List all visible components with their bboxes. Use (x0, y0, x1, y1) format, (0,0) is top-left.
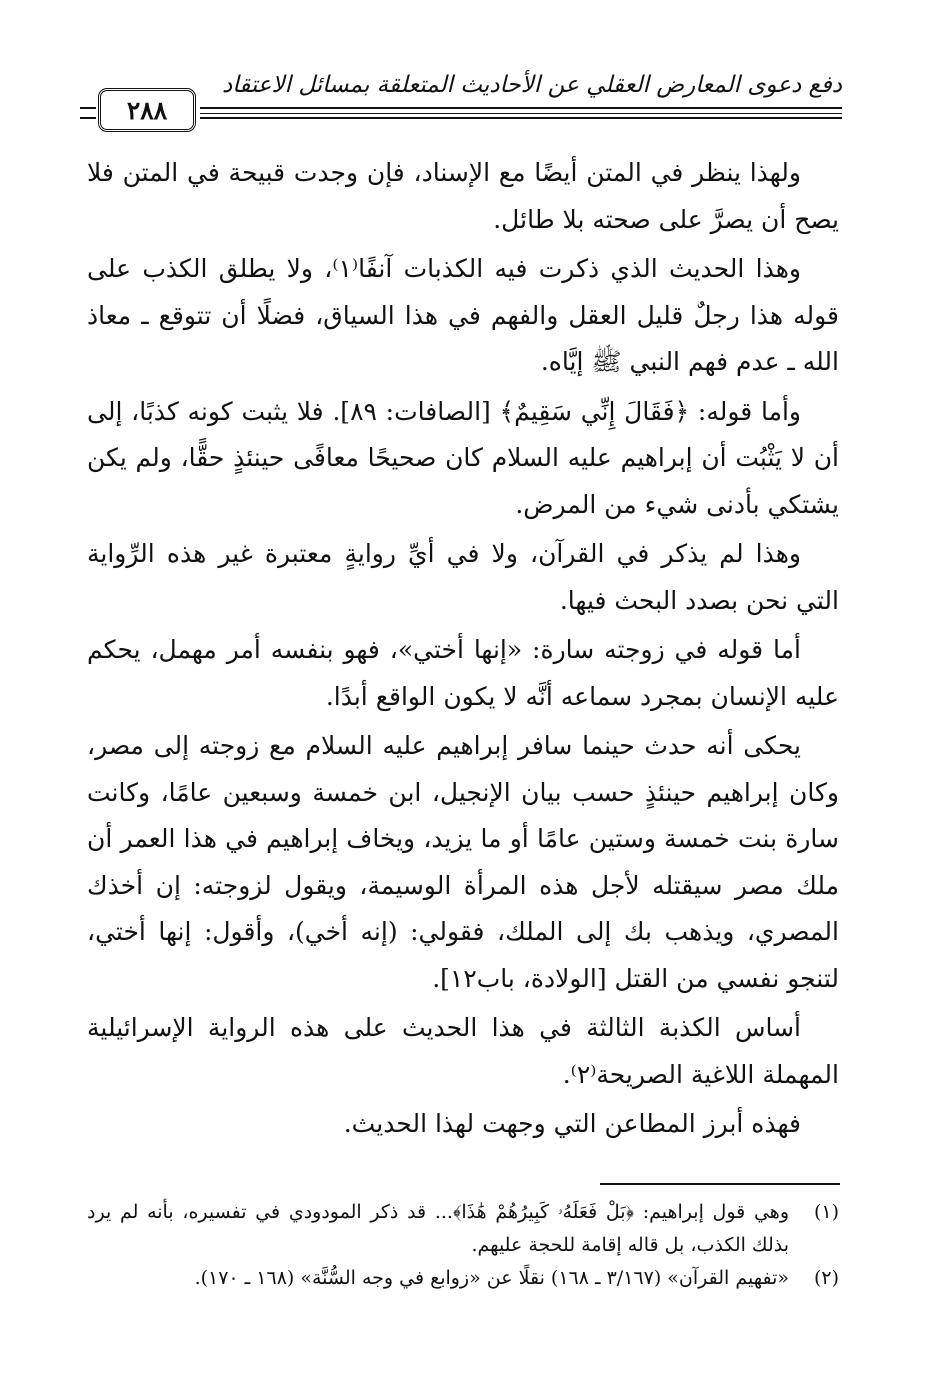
footnote-number: (٢) (813, 1267, 839, 1289)
header-rule-left-bottom (80, 117, 96, 119)
paragraph: يحكى أنه حدث حينما سافر إبراهيم عليه السلام مع زوجته إلى مصر، وكان إبراهيم حينئذٍ حسب بيان الإنجيل، ابن خمسة وسبعين عامًا، وكانت سارة بنت خمسة وستين عامًا أو ما يزيد، ويخاف إبراهيم في هذا العمر أن ملك مصر سيقتله لأجل هذه المرأة الوسيمة، ويقول لزوجته: إن أخذك المصري، ويذهب بك إلى الملك، فقولي: (إنه أخي)، وأقول: إنها أختي، لتنجو نفسي من القتل [الولادة، باب١٢]. (87, 731, 839, 993)
paragraph: وهذا لم يذكر في القرآن، ولا في أيِّ روايةٍ معتبرة غير هذه الرِّواية التي نحن بصدد البحث فيها. (87, 539, 839, 615)
page-header (80, 70, 842, 130)
footnote-separator (600, 1183, 840, 1185)
header-rule-right-bottom (200, 117, 842, 119)
footnote (87, 1196, 839, 1262)
header-rule-right-mid (200, 113, 842, 114)
paragraph: أما قوله في زوجته سارة: «إنها أختي»، فهو بنفسه أمر مهمل، يحكم عليه الإنسان بمجرد سماعه أنَّه لا يكون الواقع أبدًا. (87, 635, 839, 711)
paragraph: وأما قوله: ﴿فَقَالَ إِنِّي سَقِيمٌ﴾ [الصافات: ٨٩]. فلا يثبت كونه كذبًا، إلى أن لا يَثْبُت أن إبراهيم عليه السلام كان صحيحًا معافًى حينئذٍ حقًّا، ولم يكن يشتكي بأدنى شيء من المرض. (87, 396, 839, 519)
footnote-text: «تفهيم القرآن» (٣/١٦٧ ـ ١٦٨) نقلًا عن «زوابع في وجه السُّنَّة» (١٦٨ ـ ١٧٠). (194, 1267, 789, 1289)
paragraph: وهذا الحديث الذي ذكرت فيه الكذبات آنفًا⁽١⁾، ولا يطلق الكذب على قوله هذا رجلٌ قليل العقل والفهم في هذا السياق، فضلًا أن تتوقع ـ معاذ الله ـ عدم فهم النبي ﷺ إيَّاه. (87, 254, 839, 376)
paragraph: فهذه أبرز المطاعن التي وجهت لهذا الحديث. (343, 1109, 801, 1138)
main-text (87, 150, 839, 1148)
footnote-text: وهي قول إبراهيم: ﴿بَلْ فَعَلَهُۥ كَبِيرُهُمْ هَٰذَا﴾... قد ذكر المودودي في تفسيره، بأنه لم يرد بذلك الكذب، بل قاله إقامة للحجة عليهم. (87, 1201, 789, 1256)
paragraph: ولهذا ينظر في المتن أيضًا مع الإسناد، فإن وجدت قبيحة في المتن فلا يصح أن يصرَّ على صحته بلا طائل. (87, 158, 839, 234)
paragraph: أساس الكذبة الثالثة في هذا الحديث على هذه الرواية الإسرائيلية المهملة اللاغية الصريحة⁽٢⁾. (87, 1013, 839, 1089)
page-number: ٢٨٨ (98, 88, 196, 132)
running-header-title: دفع دعوى المعارض العقلي عن الأحاديث المتعلقة بمسائل الاعتقاد (221, 72, 842, 98)
footnotes (87, 1196, 839, 1295)
header-rule-right-top (200, 107, 842, 109)
header-rule-left-top (80, 107, 96, 109)
footnote (87, 1262, 839, 1295)
footnote-number: (١) (813, 1201, 839, 1223)
